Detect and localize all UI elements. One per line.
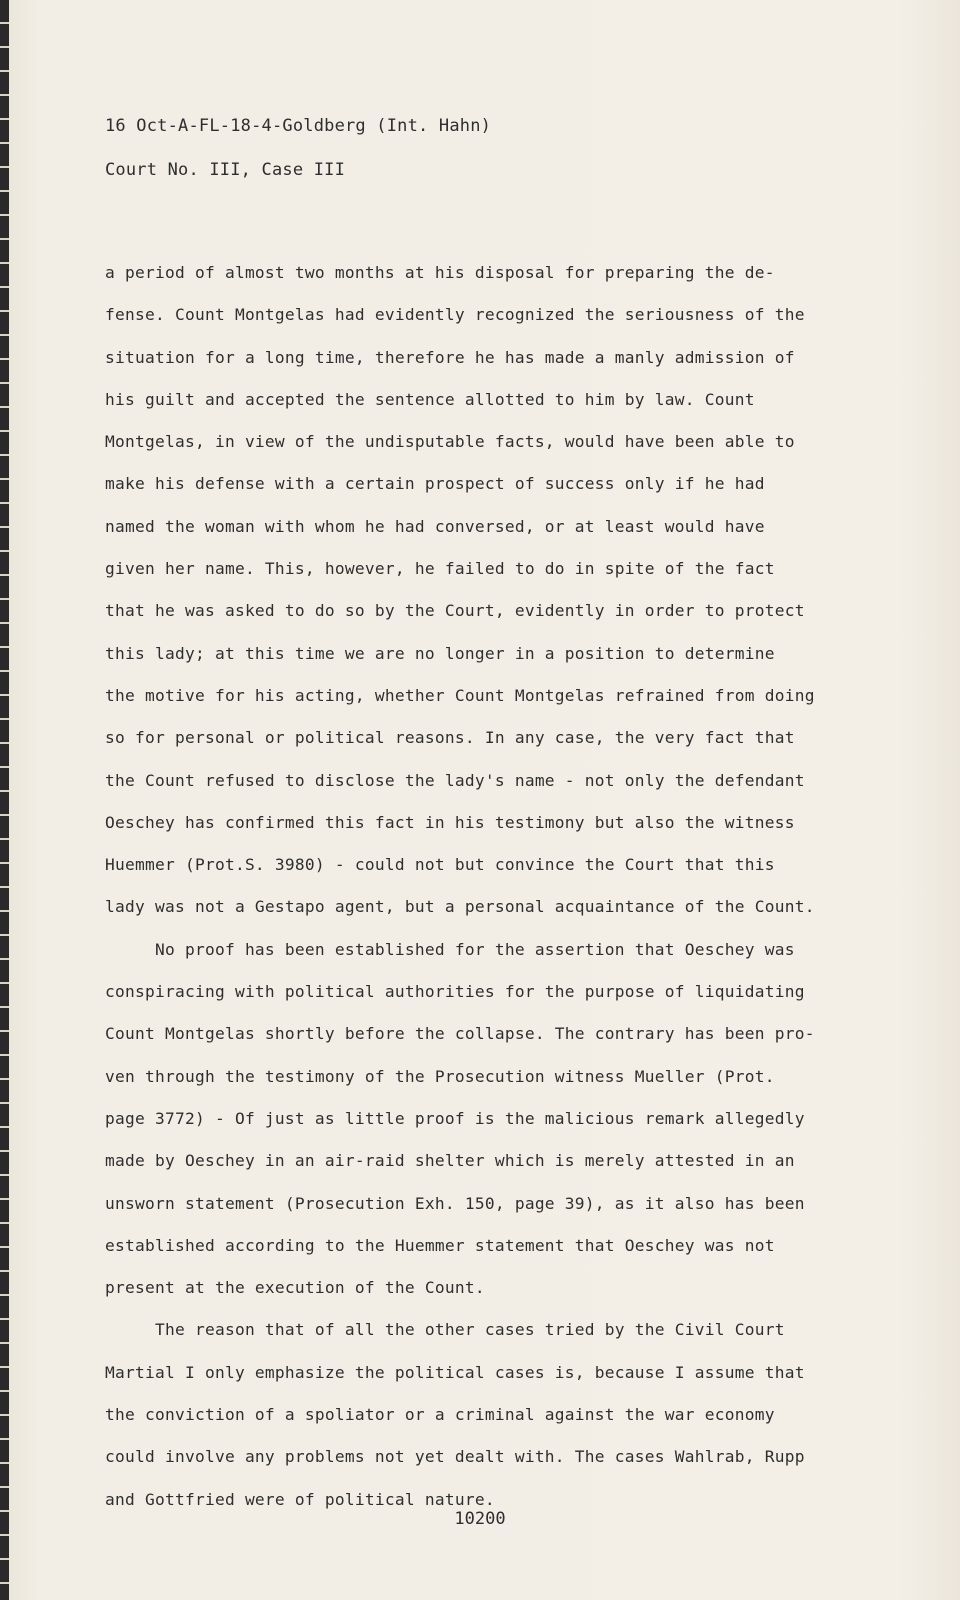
text-line: his guilt and accepted the sentence allotted to him by law. Count [105,389,755,409]
text-line: so for personal or political reasons. In any case, the very fact that [105,728,795,748]
text-line: lady was not a Gestapo agent, but a personal acquaintance of the Count. [105,897,815,917]
text-line: given her name. This, however, he failed to do in spite of the fact [105,559,775,579]
document-body [105,252,825,1521]
text-line: a period of almost two months at his disposal for preparing the de- [105,263,775,282]
text-line: situation for a long time, therefore he has made a manly admission of [105,347,795,367]
text-line: and Gottfried were of political nature. [105,1489,495,1509]
text-line: present at the execution of the Count. [105,1278,485,1298]
text-line: ven through the testimony of the Prosecution witness Mueller (Prot. [105,1066,775,1086]
text-line: the motive for his acting, whether Count Montgelas refrained from doing [105,685,815,705]
text-line: could involve any problems not yet dealt with. The cases Wahlrab, Rupp [105,1447,805,1467]
page-number: 10200 [454,1509,506,1529]
text-line: the conviction of a spoliator or a criminal against the war economy [105,1405,775,1425]
text-line: Huemmer (Prot.S. 3980) - could not but convince the Court that this [105,855,775,875]
text-line: established according to the Huemmer statement that Oeschey was not [105,1235,775,1255]
text-line: the Count refused to disclose the lady's name - not only the defendant [105,770,805,790]
text-line: unsworn statement (Prosecution Exh. 150, page 39), as it also has been [105,1193,805,1213]
text-line: Montgelas, in view of the undisputable facts, would have been able to [105,432,795,452]
document-header-court: Court No. III, Case III [105,160,346,180]
text-line: Martial I only emphasize the political cases is, because I assume that [105,1362,805,1382]
text-line: No proof has been established for the assertion that Oeschey was [105,939,795,959]
text-line: that he was asked to do so by the Court, evidently in order to protect [105,601,805,621]
text-line: this lady; at this time we are no longer in a position to determine [105,643,775,663]
text-line: made by Oeschey in an air-raid shelter which is merely attested in an [105,1151,795,1171]
text-line: fense. Count Montgelas had evidently recognized the seriousness of the [105,305,805,325]
text-line: named the woman with whom he had conversed, or at least would have [105,516,765,536]
document-header-reference: 16 Oct-A-FL-18-4-Goldberg (Int. Hahn) [105,116,492,136]
text-line: Count Montgelas shortly before the collapse. The contrary has been pro- [105,1024,815,1044]
text-line: conspiracing with political authorities for the purpose of liquidating [105,982,805,1002]
text-line: make his defense with a certain prospect of success only if he had [105,474,765,494]
text-line: page 3772) - Of just as little proof is the malicious remark allegedly [105,1108,805,1128]
binding-edge [0,0,9,1600]
text-line: The reason that of all the other cases tried by the Civil Court [105,1320,785,1340]
text-line: Oeschey has confirmed this fact in his testimony but also the witness [105,812,795,832]
